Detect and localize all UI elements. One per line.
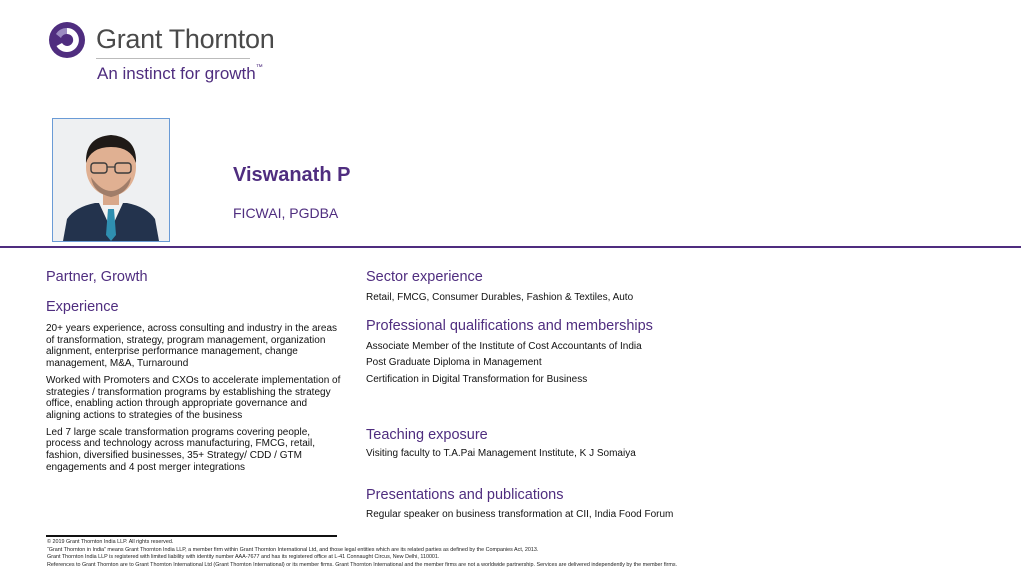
brand-tagline: [97, 64, 263, 84]
teaching-text: Visiting faculty to T.A.Pai Management Institute, K J Somaiya: [366, 447, 636, 459]
sector-heading: Sector experience: [366, 269, 483, 285]
qualification-item: Associate Member of the Institute of Cost Accountants of India: [366, 340, 642, 352]
footer-line: Grant Thornton India LLP is registered with limited liability with identity number AAA-7677 and has its registered office at L-41 Connaught Circus, New Delhi, 110001.: [47, 554, 440, 560]
brand-name: Grant Thornton: [96, 24, 275, 54]
teaching-heading: Teaching exposure: [366, 426, 488, 443]
publications-heading: Presentations and publications: [366, 486, 564, 503]
person-portrait-icon: [53, 119, 169, 241]
person-name: Viswanath P: [233, 164, 351, 186]
tagline-text: An instinct for growth: [97, 64, 256, 83]
right-column: [366, 268, 966, 520]
footer-line: References to Grant Thornton are to Grant Thornton International Ltd (Grant Thornton International) or its member firms. Grant Thornton International and the member firms are not a worldwide partnership. Services are delivered independently by the member firms.: [47, 561, 678, 568]
person-credentials: FICWAI, PGDBA: [233, 205, 339, 221]
experience-heading: Experience: [46, 299, 119, 315]
role-title: Partner, Growth: [46, 269, 148, 285]
logo-divider: [96, 58, 250, 59]
sector-text: Retail, FMCG, Consumer Durables, Fashion & Textiles, Auto: [366, 292, 634, 303]
experience-item: Led 7 large scale transformation programs covering people, process and technology across manufacturing, FMCG, retail, fashion, diversified businesses, 35+ Strategy/ CDD / GTM engagements and 4 post merger integrations: [46, 426, 316, 473]
experience-item: 20+ years experience, across consulting and industry in the areas of transformation, strategy, program management, organization alignment, enterprise performance management, change management, M&A, Turnaround: [46, 323, 338, 370]
experience-item: Worked with Promoters and CXOs to accelerate implementation of strategies / transformation programs by establishing the strategy office, enabling action through appropriate governance and aligning actions to strategies of the business: [46, 374, 341, 421]
footer-line: © 2019 Grant Thornton India LLP. All rights reserved.: [47, 539, 174, 545]
publications-text: Regular speaker on business transformation at CII, India Food Forum: [366, 508, 674, 520]
profile-photo: [52, 118, 170, 242]
header-divider: [0, 246, 1021, 248]
trademark-symbol: ™: [255, 64, 263, 71]
left-column: [46, 268, 342, 473]
qualification-item: Post Graduate Diploma in Management: [366, 357, 542, 369]
footer-divider: [46, 535, 337, 537]
qualification-item: Certification in Digital Transformation for Business: [366, 374, 588, 386]
qualifications-heading: Professional qualifications and memberships: [366, 317, 653, 334]
footer-line: “Grant Thornton in India” means Grant Thornton India LLP, a member firm within Grant Thornton International Ltd, and those legal entities which are its related parties as defined by the Companies Act, 2013.: [47, 546, 539, 553]
